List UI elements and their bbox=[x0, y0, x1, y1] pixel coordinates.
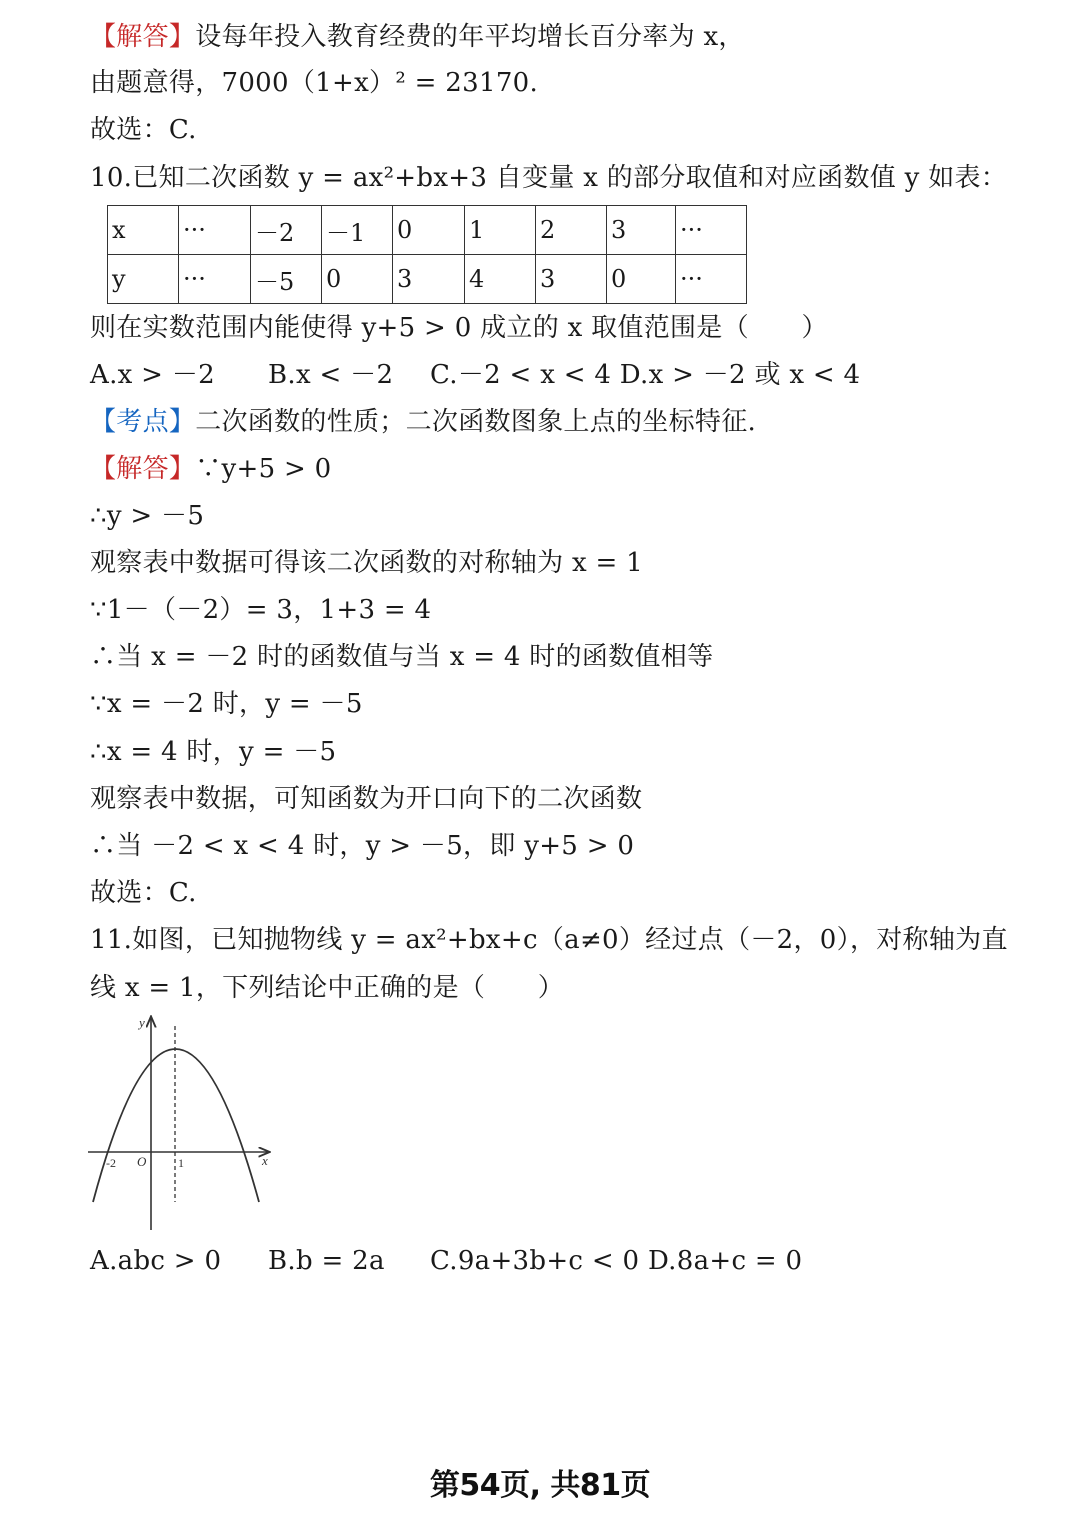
point-tag: 【考点】 bbox=[90, 407, 196, 437]
q10-answer: 故选：C. bbox=[90, 878, 197, 908]
option-b: B.b = 2a bbox=[268, 1246, 385, 1276]
option-c: C.－2 < x < 4 bbox=[430, 360, 612, 390]
option-b: B.x < －2 bbox=[268, 360, 394, 390]
table-cell: 1 bbox=[465, 206, 536, 255]
q10-options bbox=[90, 358, 860, 392]
y-axis-label: y bbox=[139, 1015, 145, 1030]
table-cell: 0 bbox=[393, 206, 465, 255]
q11-stem-line-2: 线 x = 1，下列结论中正确的是（ ） bbox=[90, 973, 565, 1003]
solution-step: ∴当 x = －2 时的函数值与当 x = 4 时的函数值相等 bbox=[90, 642, 714, 672]
table-cell: ··· bbox=[676, 255, 747, 304]
table-cell: 0 bbox=[322, 255, 393, 304]
x-axis-label: x bbox=[262, 1153, 268, 1168]
table-cell: 0 bbox=[607, 255, 676, 304]
solution-step: ∴x = 4 时，y = －5 bbox=[90, 737, 337, 767]
table-row-x bbox=[108, 206, 747, 255]
q11-stem-line-1: 11.如图，已知抛物线 y = ax²+bx+c（a≠0）经过点（－2，0），对称轴为直 bbox=[90, 925, 1008, 955]
option-a: A.x > －2 bbox=[90, 360, 215, 390]
q10-knowledge-point bbox=[90, 405, 756, 439]
tick-label-1: 1 bbox=[178, 1156, 184, 1170]
value-table bbox=[107, 205, 747, 304]
solution-step: 观察表中数据，可知函数为开口向下的二次函数 bbox=[90, 784, 643, 814]
option-d: D.8a+c = 0 bbox=[647, 1246, 803, 1276]
table-cell: 3 bbox=[536, 255, 607, 304]
table-cell: ··· bbox=[179, 255, 251, 304]
tick-label-neg2: -2 bbox=[106, 1156, 116, 1170]
solution-tag: 【解答】 bbox=[90, 454, 196, 484]
q9-text-1: 设每年投入教育经费的年平均增长百分率为 x， bbox=[195, 22, 745, 52]
solution-step: ∵y+5 > 0 bbox=[195, 454, 332, 484]
origin-label: O bbox=[137, 1154, 147, 1169]
parabola-curve bbox=[93, 1049, 259, 1202]
solution-step: 观察表中数据可得该二次函数的对称轴为 x = 1 bbox=[90, 548, 643, 578]
solution-step: ∵x = －2 时，y = －5 bbox=[90, 689, 363, 719]
table-cell: －1 bbox=[322, 206, 393, 255]
q9-answer: 故选：C. bbox=[90, 115, 197, 145]
q10-question: 则在实数范围内能使得 y+5 > 0 成立的 x 取值范围是（ ） bbox=[90, 313, 828, 343]
q10-stem: 10.已知二次函数 y = ax²+bx+3 自变量 x 的部分取值和对应函数值 y 如表： bbox=[90, 163, 1008, 193]
option-a: A.abc > 0 bbox=[90, 1246, 222, 1276]
solution-step: ∵1－（－2）= 3，1+3 = 4 bbox=[90, 595, 432, 625]
page-number-footer: 第54页, 共81页 bbox=[429, 1468, 651, 1503]
parabola-figure bbox=[84, 1012, 284, 1236]
table-cell: ··· bbox=[179, 206, 251, 255]
table-cell: ··· bbox=[676, 206, 747, 255]
table-cell: y bbox=[108, 255, 179, 304]
q9-equation: 由题意得，7000（1+x）² = 23170. bbox=[90, 68, 539, 98]
solution-tag: 【解答】 bbox=[90, 22, 196, 52]
q11-options bbox=[90, 1244, 802, 1278]
q10-solution-start bbox=[90, 452, 331, 486]
table-row-y bbox=[108, 255, 747, 304]
table-cell: －2 bbox=[251, 206, 322, 255]
option-c: C.9a+3b+c < 0 bbox=[430, 1246, 640, 1276]
table-cell: 3 bbox=[393, 255, 465, 304]
table-cell: 2 bbox=[536, 206, 607, 255]
table-cell: 4 bbox=[465, 255, 536, 304]
table-cell: －5 bbox=[251, 255, 322, 304]
point-text: 二次函数的性质；二次函数图象上点的坐标特征. bbox=[195, 407, 757, 437]
q9-solution-line bbox=[90, 20, 745, 54]
solution-step: ∴y > －5 bbox=[90, 501, 205, 531]
solution-step: ∴当 －2 < x < 4 时，y > －5，即 y+5 > 0 bbox=[90, 831, 635, 861]
table-cell: x bbox=[108, 206, 179, 255]
option-d: D.x > －2 或 x < 4 bbox=[619, 360, 861, 390]
table-cell: 3 bbox=[607, 206, 676, 255]
